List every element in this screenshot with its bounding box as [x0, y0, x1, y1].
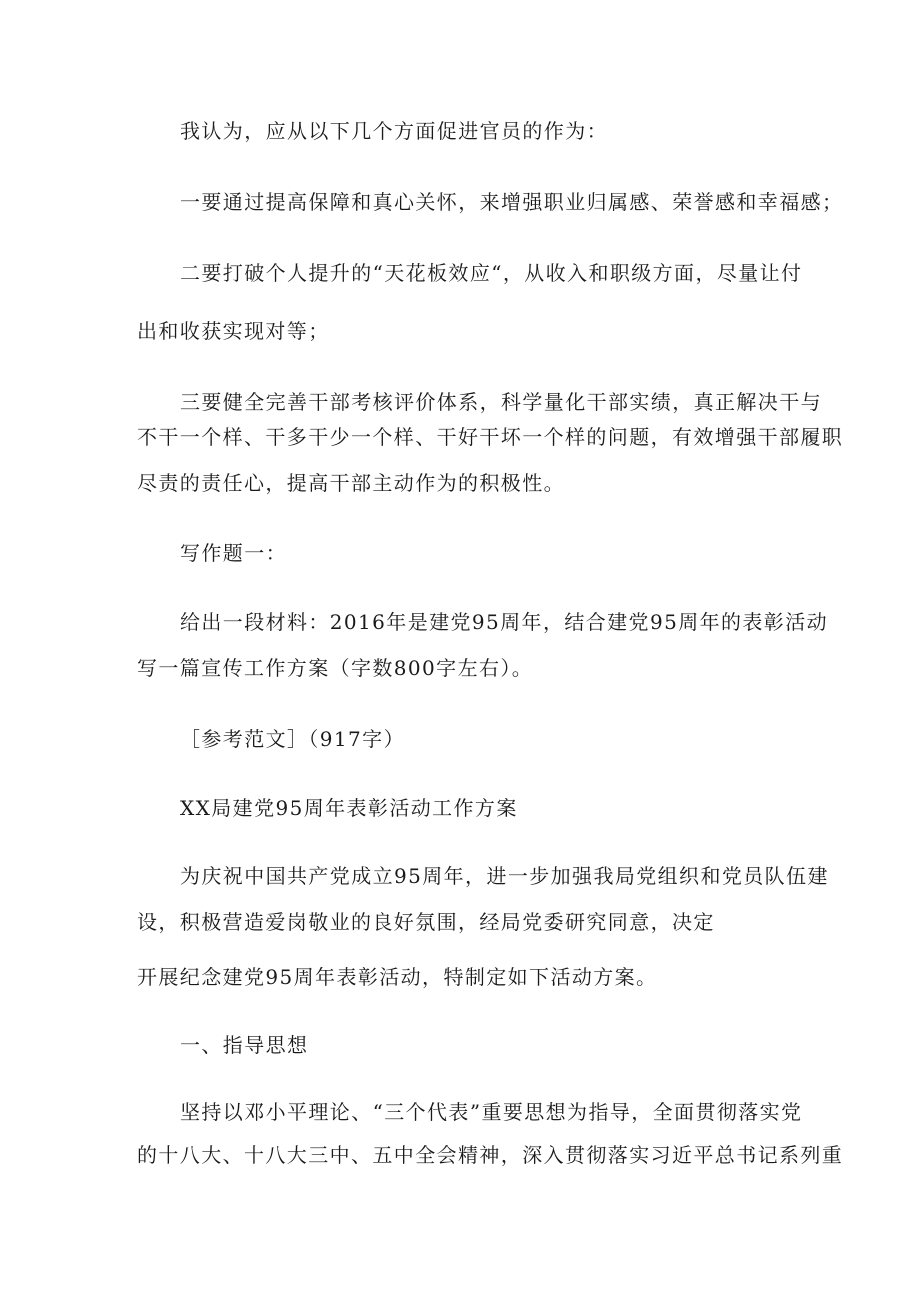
essay-title: XX局建党95周年表彰活动工作方案 [180, 796, 518, 820]
section-heading-writing-task: 写作题一： [180, 541, 287, 565]
paragraph-intro: 我认为，应从以下几个方面促进官员的作为： [180, 119, 608, 143]
essay-intro-line-3: 开展纪念建党95周年表彰活动，特制定如下活动方案。 [137, 965, 658, 989]
section-heading-guiding-ideology: 一、指导思想 [180, 1033, 309, 1057]
task-material-line-1: 给出一段材料：2016年是建党95周年，结合建党95周年的表彰活动 [180, 610, 828, 634]
task-material-line-2: 写一篇宣传工作方案（字数800字左右）。 [137, 656, 534, 680]
point-two-line-1: 二要打破个人提升的“天花板效应“，从收入和职级方面，尽量让付 [180, 261, 803, 285]
point-three-line-2: 不干一个样、干多干少一个样、干好干坏一个样的问题，有效增强干部履职 [137, 425, 844, 449]
essay-intro-line-1: 为庆祝中国共产党成立95周年，进一步加强我局党组织和党员队伍建 [180, 864, 829, 888]
reference-essay-label: ［参考范文］（917字） [180, 727, 405, 751]
point-three-line-3: 尽责的责任心，提高干部主动作为的积极性。 [137, 471, 565, 495]
point-one: 一要通过提高保障和真心关怀，来增强职业归属感、荣誉感和幸福感； [180, 190, 844, 214]
guiding-ideology-line-2: 的十八大、十八大三中、五中全会精神，深入贯彻落实习近平总书记系列重 [137, 1143, 844, 1167]
point-three-line-1: 三要健全完善干部考核评价体系，科学量化干部实绩，真正解决干与 [180, 390, 822, 414]
essay-intro-line-2: 设，积极营造爱岗敬业的良好氛围，经局党委研究同意，决定 [137, 910, 715, 934]
guiding-ideology-line-1: 坚持以邓小平理论、“三个代表”重要思想为指导，全面贯彻落实党 [180, 1100, 803, 1124]
point-two-line-2: 出和收获实现对等； [137, 319, 330, 343]
